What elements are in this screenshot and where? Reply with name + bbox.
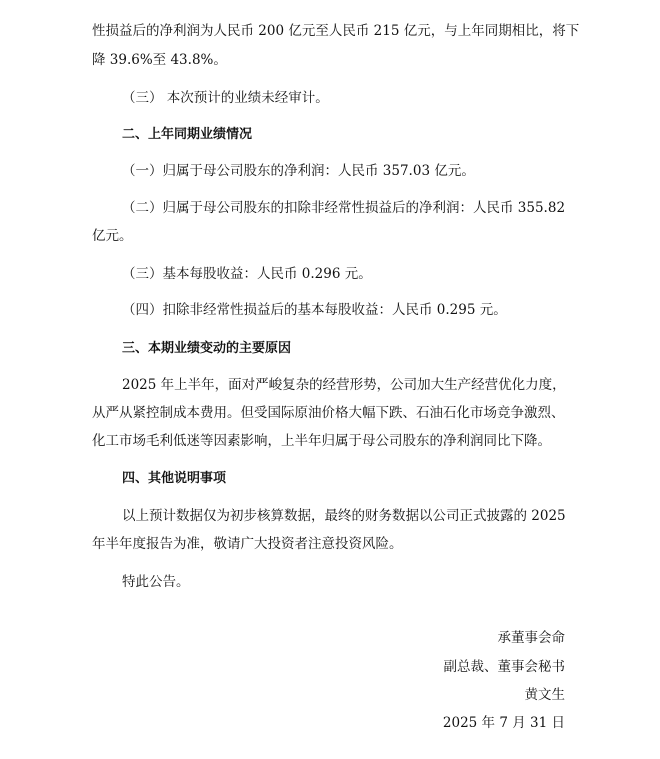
section-2-item-3: （三）基本每股收益：人民币 0.296 元。 — [122, 266, 372, 282]
section-3-line-3: 化工市场毛利低迷等因素影响，上半年归属于母公司股东的净利润同比下降。 — [92, 433, 551, 449]
signature-name: 黄文生 — [524, 687, 565, 703]
section-3-line-1: 2025 年上半年，面对严峻复杂的经营形势，公司加大生产经营优化力度， — [122, 377, 566, 393]
section-4-heading: 四、其他说明事项 — [122, 471, 227, 486]
intro-line-1: 性损益后的净利润为人民币 200 亿元至人民币 215 亿元，与上年同期相比，将下 — [92, 23, 580, 39]
section-2-item-2-cont: 亿元。 — [92, 228, 133, 244]
section-2-item-4: （四）扣除非经常性损益后的基本每股收益：人民币 0.295 元。 — [122, 302, 507, 318]
section-3-heading: 三、本期业绩变动的主要原因 — [122, 341, 292, 356]
intro-line-2: 降 39.6%至 43.8%。 — [92, 52, 227, 68]
signature-board: 承董事会命 — [497, 630, 565, 646]
section-4-line-2: 年半年度报告为准，敬请广大投资者注意投资风险。 — [92, 536, 403, 552]
section-4-line-1: 以上预计数据仅为初步核算数据，最终的财务数据以公司正式披露的 2025 — [122, 508, 566, 524]
signature-title: 副总裁、董事会秘书 — [443, 659, 565, 675]
item-3-unaudited: （三） 本次预计的业绩未经审计。 — [122, 90, 329, 106]
section-2-item-2: （二）归属于母公司股东的扣除非经常性损益后的净利润：人民币 355.82 — [122, 200, 566, 216]
closing-text: 特此公告。 — [122, 574, 190, 590]
section-2-item-1: （一）归属于母公司股东的净利润：人民币 357.03 亿元。 — [122, 163, 475, 179]
signature-date: 2025 年 7 月 31 日 — [442, 715, 565, 731]
section-2-heading: 二、上年同期业绩情况 — [122, 127, 253, 142]
section-3-line-2: 从严从紧控制成本费用。但受国际原油价格大幅下跌、石油石化市场竞争激烈、 — [92, 405, 565, 421]
